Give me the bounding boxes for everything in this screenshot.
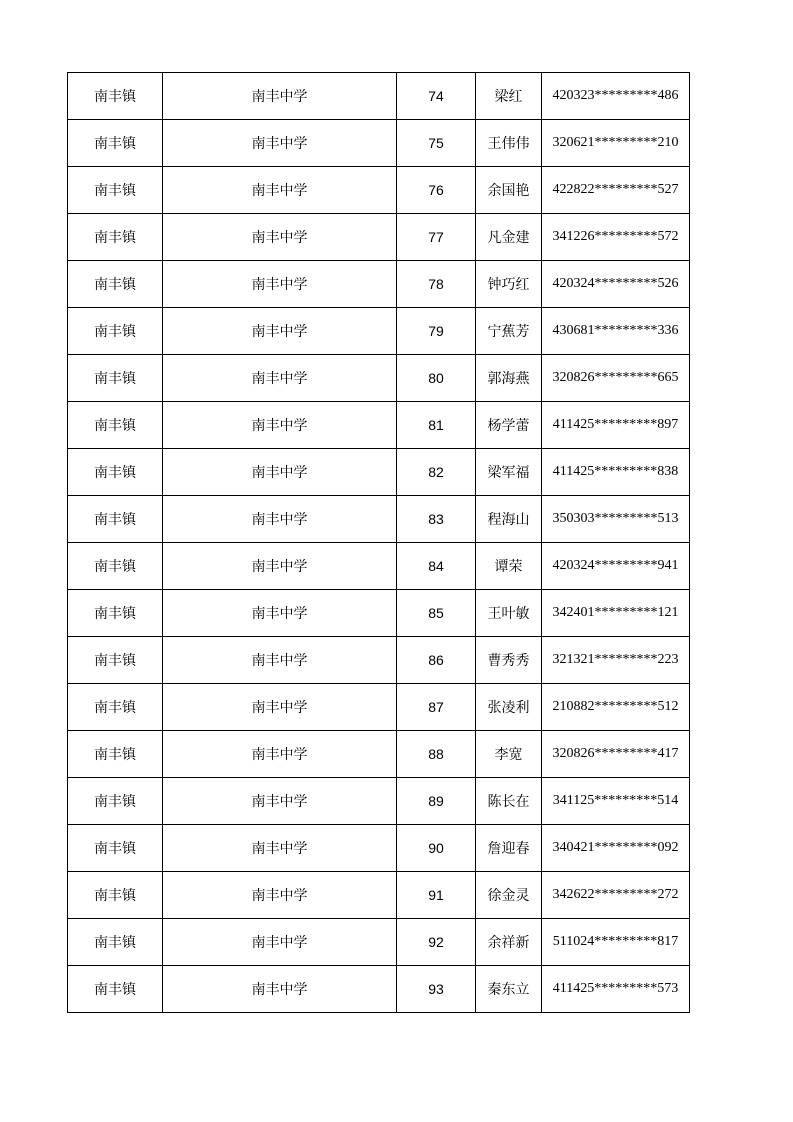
town-cell: 南丰镇 — [68, 872, 163, 919]
school-cell: 南丰中学 — [163, 402, 397, 449]
person-name-cell: 徐金灵 — [476, 872, 542, 919]
town-cell: 南丰镇 — [68, 966, 163, 1013]
sequence-number-cell: 89 — [397, 778, 476, 825]
table-row — [68, 825, 690, 872]
sequence-number-cell: 75 — [397, 120, 476, 167]
id-number-cell: 411425*********573 — [542, 966, 690, 1013]
town-cell: 南丰镇 — [68, 449, 163, 496]
person-name-cell: 詹迎春 — [476, 825, 542, 872]
table-row — [68, 637, 690, 684]
id-number-cell: 342401*********121 — [542, 590, 690, 637]
id-number-cell: 341125*********514 — [542, 778, 690, 825]
table-row — [68, 778, 690, 825]
id-number-cell: 422822*********527 — [542, 167, 690, 214]
id-number-cell: 420324*********526 — [542, 261, 690, 308]
person-name-cell: 钟巧红 — [476, 261, 542, 308]
id-number-cell: 430681*********336 — [542, 308, 690, 355]
sequence-number-cell: 84 — [397, 543, 476, 590]
id-number-cell: 511024*********817 — [542, 919, 690, 966]
id-number-cell: 340421*********092 — [542, 825, 690, 872]
person-name-cell: 梁红 — [476, 73, 542, 120]
table-row — [68, 731, 690, 778]
person-name-cell: 郭海燕 — [476, 355, 542, 402]
person-name-cell: 程海山 — [476, 496, 542, 543]
sequence-number-cell: 87 — [397, 684, 476, 731]
sequence-number-cell: 78 — [397, 261, 476, 308]
school-cell: 南丰中学 — [163, 120, 397, 167]
id-number-cell: 320621*********210 — [542, 120, 690, 167]
table-row — [68, 872, 690, 919]
sequence-number-cell: 90 — [397, 825, 476, 872]
table-row — [68, 496, 690, 543]
person-name-cell: 谭荣 — [476, 543, 542, 590]
school-cell: 南丰中学 — [163, 73, 397, 120]
school-cell: 南丰中学 — [163, 825, 397, 872]
person-name-cell: 曹秀秀 — [476, 637, 542, 684]
school-cell: 南丰中学 — [163, 590, 397, 637]
school-cell: 南丰中学 — [163, 355, 397, 402]
sequence-number-cell: 77 — [397, 214, 476, 261]
sequence-number-cell: 81 — [397, 402, 476, 449]
town-cell: 南丰镇 — [68, 919, 163, 966]
person-name-cell: 张凌利 — [476, 684, 542, 731]
person-name-cell: 秦东立 — [476, 966, 542, 1013]
id-number-cell: 321321*********223 — [542, 637, 690, 684]
table-row — [68, 449, 690, 496]
table-row — [68, 120, 690, 167]
town-cell: 南丰镇 — [68, 261, 163, 308]
town-cell: 南丰镇 — [68, 496, 163, 543]
person-name-cell: 杨学蕾 — [476, 402, 542, 449]
person-name-cell: 王叶敏 — [476, 590, 542, 637]
school-cell: 南丰中学 — [163, 543, 397, 590]
sequence-number-cell: 86 — [397, 637, 476, 684]
table-row — [68, 590, 690, 637]
sequence-number-cell: 88 — [397, 731, 476, 778]
town-cell: 南丰镇 — [68, 684, 163, 731]
town-cell: 南丰镇 — [68, 590, 163, 637]
person-name-cell: 余国艳 — [476, 167, 542, 214]
town-cell: 南丰镇 — [68, 825, 163, 872]
sequence-number-cell: 74 — [397, 73, 476, 120]
school-cell: 南丰中学 — [163, 637, 397, 684]
person-name-cell: 王伟伟 — [476, 120, 542, 167]
person-name-cell: 陈长在 — [476, 778, 542, 825]
sequence-number-cell: 85 — [397, 590, 476, 637]
roster-table-body — [68, 73, 690, 1013]
table-row — [68, 402, 690, 449]
table-row — [68, 261, 690, 308]
id-number-cell: 342622*********272 — [542, 872, 690, 919]
sequence-number-cell: 82 — [397, 449, 476, 496]
person-name-cell: 宁蕉芳 — [476, 308, 542, 355]
id-number-cell: 320826*********665 — [542, 355, 690, 402]
sequence-number-cell: 91 — [397, 872, 476, 919]
id-number-cell: 420324*********941 — [542, 543, 690, 590]
table-row — [68, 684, 690, 731]
sequence-number-cell: 93 — [397, 966, 476, 1013]
sequence-number-cell: 79 — [397, 308, 476, 355]
person-name-cell: 李宽 — [476, 731, 542, 778]
id-number-cell: 320826*********417 — [542, 731, 690, 778]
roster-table — [67, 72, 690, 1013]
id-number-cell: 350303*********513 — [542, 496, 690, 543]
town-cell: 南丰镇 — [68, 120, 163, 167]
roster-sheet — [67, 72, 690, 1013]
school-cell: 南丰中学 — [163, 167, 397, 214]
table-row — [68, 543, 690, 590]
person-name-cell: 梁军福 — [476, 449, 542, 496]
school-cell: 南丰中学 — [163, 919, 397, 966]
school-cell: 南丰中学 — [163, 731, 397, 778]
table-row — [68, 167, 690, 214]
table-row — [68, 355, 690, 402]
town-cell: 南丰镇 — [68, 308, 163, 355]
sequence-number-cell: 76 — [397, 167, 476, 214]
table-row — [68, 966, 690, 1013]
table-row — [68, 308, 690, 355]
id-number-cell: 411425*********897 — [542, 402, 690, 449]
school-cell: 南丰中学 — [163, 778, 397, 825]
id-number-cell: 341226*********572 — [542, 214, 690, 261]
sequence-number-cell: 92 — [397, 919, 476, 966]
town-cell: 南丰镇 — [68, 167, 163, 214]
school-cell: 南丰中学 — [163, 308, 397, 355]
sequence-number-cell: 80 — [397, 355, 476, 402]
town-cell: 南丰镇 — [68, 543, 163, 590]
sequence-number-cell: 83 — [397, 496, 476, 543]
school-cell: 南丰中学 — [163, 449, 397, 496]
id-number-cell: 411425*********838 — [542, 449, 690, 496]
table-row — [68, 919, 690, 966]
table-row — [68, 214, 690, 261]
town-cell: 南丰镇 — [68, 778, 163, 825]
school-cell: 南丰中学 — [163, 214, 397, 261]
town-cell: 南丰镇 — [68, 73, 163, 120]
town-cell: 南丰镇 — [68, 731, 163, 778]
town-cell: 南丰镇 — [68, 355, 163, 402]
person-name-cell: 余祥新 — [476, 919, 542, 966]
id-number-cell: 210882*********512 — [542, 684, 690, 731]
school-cell: 南丰中学 — [163, 261, 397, 308]
id-number-cell: 420323*********486 — [542, 73, 690, 120]
school-cell: 南丰中学 — [163, 872, 397, 919]
school-cell: 南丰中学 — [163, 966, 397, 1013]
school-cell: 南丰中学 — [163, 684, 397, 731]
school-cell: 南丰中学 — [163, 496, 397, 543]
person-name-cell: 凡金建 — [476, 214, 542, 261]
town-cell: 南丰镇 — [68, 402, 163, 449]
table-row — [68, 73, 690, 120]
town-cell: 南丰镇 — [68, 637, 163, 684]
town-cell: 南丰镇 — [68, 214, 163, 261]
